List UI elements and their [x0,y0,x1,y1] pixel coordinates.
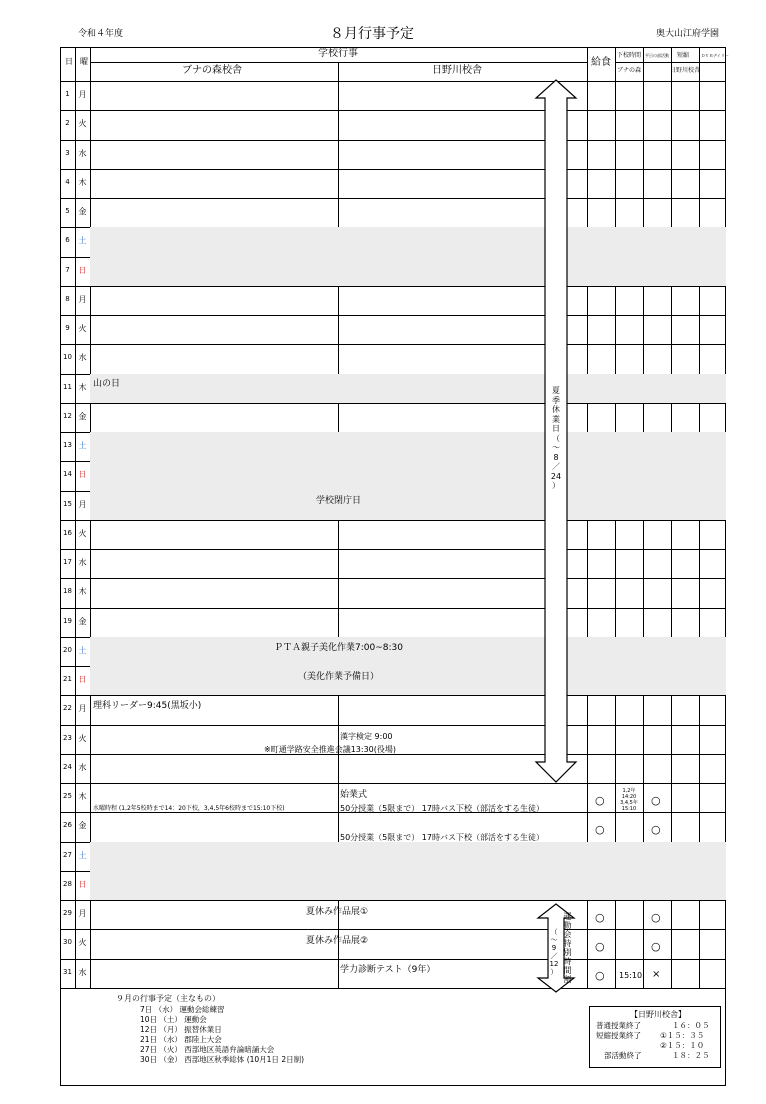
day-number: 7 [65,265,70,274]
lunch-mark-29: ○ [595,911,605,924]
weekday-label: 月 [78,90,87,99]
row-shading [587,257,726,286]
day-number: 11 [63,382,72,391]
sports-label-left: （ ～ 9 ／ 12 ） [549,928,559,976]
weekday-label: 日 [78,879,87,889]
weekday-label: 金 [78,411,87,421]
day-number: 20 [63,645,72,654]
row-line [60,929,726,930]
weekday-label: 火 [78,528,87,538]
event-pta-backup: （美化作業予備日） [298,672,380,682]
september-item: 10日 （土） 運動会 [140,1015,207,1024]
weekday-label: 火 [78,733,87,743]
row-line [60,959,726,960]
row-shading [587,666,726,695]
weekday-label: 木 [78,382,87,392]
row-line [60,198,726,199]
day-number: 3 [65,148,70,157]
row-shading [90,842,587,871]
weekday-label: 日 [78,675,87,684]
day-number: 29 [63,909,72,917]
hino-row-time: １８：２５ [672,1051,710,1060]
day-number: 28 [63,879,72,888]
september-title: ９月の行事予定（主なもの） [116,994,220,1003]
event-pta: ＰＴＡ親子美化作業7:00~8:30 [274,643,403,653]
row-shading [587,871,726,900]
dismissal-time-31: 15:10 [619,971,643,980]
lunch-mark-25: ○ [595,794,605,807]
day-number: 5 [65,207,70,215]
short-mark-29: ○ [651,911,661,924]
day-number: 25 [63,792,72,800]
era-label: 令和４年度 [78,29,124,39]
day-number: 9 [65,324,70,332]
day-number: 12 [63,411,72,420]
september-item: 27日 （火） 西部地区英語弁論暗誦大会 [140,1045,275,1054]
day-number: 2 [65,119,70,128]
day-number: 19 [63,616,72,625]
hino-row-time: ②１５：１０ [660,1041,705,1050]
short-header: 短縮 [677,52,690,59]
weekday-label: 水 [78,762,87,772]
row-shading [587,491,726,520]
row-line [60,549,726,550]
row-line [60,783,726,784]
hino-row-time: １６：０５ [672,1021,710,1030]
row-line [60,169,726,170]
arrows-svg [530,78,590,998]
row-line [60,608,726,609]
row-line [60,695,726,696]
row-shading [587,842,726,871]
weekday-label: 火 [78,119,87,129]
event-kanji-test: 漢字検定 9:00 [340,732,393,741]
day-number: 30 [63,938,72,947]
day-number: 16 [63,528,72,537]
day-number: 24 [63,762,72,771]
september-item: 7日 （水） 運動会総練習 [140,1005,225,1014]
flex-header: ＤＹＢデイリー [701,53,729,58]
club-header: 平日の部活動 [645,53,669,58]
day-number: 10 [63,353,72,362]
row-line [60,725,726,726]
row-line [60,81,726,82]
day-number: 6 [65,236,70,245]
campus-b-header: 日野川校舎 [432,65,482,76]
day-number: 15 [63,499,72,508]
campus-a-header: ブナの森校舎 [182,65,242,76]
dismissal-header: 下校時間 [617,52,642,59]
hino-row-time: ①１５：３５ [660,1031,705,1040]
row-line [60,110,726,111]
weekday-label: 土 [78,236,87,246]
lunch-mark-26: ○ [595,823,605,836]
column-line [75,47,76,988]
day-number: 4 [65,177,70,186]
hino-time-box [589,1006,721,1068]
day-number: 22 [63,704,72,713]
row-shading [90,374,587,403]
weekday-label: 木 [78,177,87,187]
weekday-label: 金 [78,616,87,626]
row-line [60,344,726,345]
event-yama-no-hi: 山の日 [93,379,121,389]
school-name: 奥大山江府学園 [656,29,720,39]
weekday-label: 日 [78,265,87,275]
row-shading [90,257,587,286]
row-line [60,578,726,579]
school-events-header: 学校行事 [318,48,358,59]
hino-row-label: 普通授業終了 [596,1021,641,1030]
buna-sub-header: ブナの森 [617,67,642,74]
row-line [60,140,726,141]
page-title: ８月行事予定 [330,26,414,42]
sports-label-right: 運 動 会 特 別 時 間 割 [563,912,572,984]
row-shading [587,227,726,256]
event-exhibit-2: 夏休み作品展② [306,936,369,946]
weekday-label: 月 [78,294,87,304]
day-number: 14 [63,470,72,479]
day-number: 8 [65,294,70,303]
day-number: 31 [63,967,72,976]
dismissal-time-25: 1,2年 14:20 3,4,5年 15:10 [620,788,638,812]
hino-row-label: 短縮授業終了 [596,1031,641,1040]
hino-box-title: 【日野川校舎】 [630,1010,686,1019]
hino-row-label: 部活動終了 [604,1051,642,1060]
short-mark-31: × [652,969,661,980]
weekday-label: 月 [78,909,87,918]
row-line [60,286,726,287]
weekday-label: 火 [78,324,87,333]
weekday-header: 曜 [80,57,88,66]
day-number: 27 [63,850,72,859]
row-shading [587,374,726,403]
weekday-label: 火 [78,938,87,948]
row-line [60,403,726,404]
september-item: 12日 （月） 振替休業日 [140,1025,222,1034]
row-shading [587,432,726,461]
day-number: 26 [63,821,72,830]
day-header: 日 [65,57,73,66]
weekday-label: 木 [78,587,87,597]
weekday-label: 日 [78,470,87,480]
lunch-mark-30: ○ [595,940,605,953]
row-shading [90,461,587,490]
day-number: 13 [63,441,72,449]
event-class-26: 50分授業（5限まで） 17時バス下校（部活をする生徒） [340,833,544,842]
event-academic-test: 学力診断テスト（9年） [340,965,436,975]
event-exhibit-1: 夏休み作品展① [306,907,369,917]
day-number: 23 [63,733,72,742]
september-item: 21日 （水） 郡陸上大会 [140,1035,222,1044]
event-thursday-schedule: 水曜時程 (1,2年5校時まで14：20下校，3,4,5年6校時まで15:10下校) [93,805,285,812]
day-number: 17 [63,558,72,566]
weekday-label: 金 [78,207,87,216]
weekday-label: 水 [78,148,87,158]
weekday-label: 金 [78,821,87,831]
event-traffic-meeting: ※町通学路安全推進会議13:30(役場) [264,745,396,754]
weekday-label: 水 [78,558,87,567]
weekday-label: 水 [78,967,87,977]
event-opening-ceremony: 始業式 [340,790,368,800]
weekday-label: 木 [78,792,87,801]
day-number: 1 [65,90,70,98]
short-mark-30: ○ [651,940,661,953]
short-mark-26: ○ [651,823,661,836]
weekday-label: 月 [78,499,87,509]
row-line [60,315,726,316]
lunch-mark-31: ○ [595,969,605,982]
lunch-header: 給食 [591,57,611,68]
row-shading [90,871,587,900]
weekday-label: 月 [78,704,87,714]
vacation-label: 夏 季 休 業 日 （ ～ 8 ／ 24 ） [550,386,562,490]
row-shading [90,227,587,256]
event-class-25: 50分授業（5限まで） 17時バス下校（部活をする生徒） [340,804,544,813]
day-number: 21 [63,675,72,683]
event-science-leader: 理科リーダー9:45(黒坂小) [93,701,202,711]
row-line [60,900,726,901]
weekday-label: 土 [78,850,87,860]
weekday-label: 水 [78,353,87,363]
weekday-label: 土 [78,441,87,450]
weekday-label: 土 [78,645,87,655]
short-mark-25: ○ [651,794,661,807]
row-shading [587,461,726,490]
row-line [60,520,726,521]
day-number: 18 [63,587,72,596]
row-shading [587,637,726,666]
header-divider [338,62,339,81]
september-item: 30日 （金） 西部地区秋季総体 (10月1日 2日制) [140,1055,305,1064]
row-shading [90,432,587,461]
event-closed-day: 学校閉庁日 [316,496,362,506]
hino-sub-header: 日野川校舎 [670,67,701,74]
table-bottom-line [60,988,726,989]
